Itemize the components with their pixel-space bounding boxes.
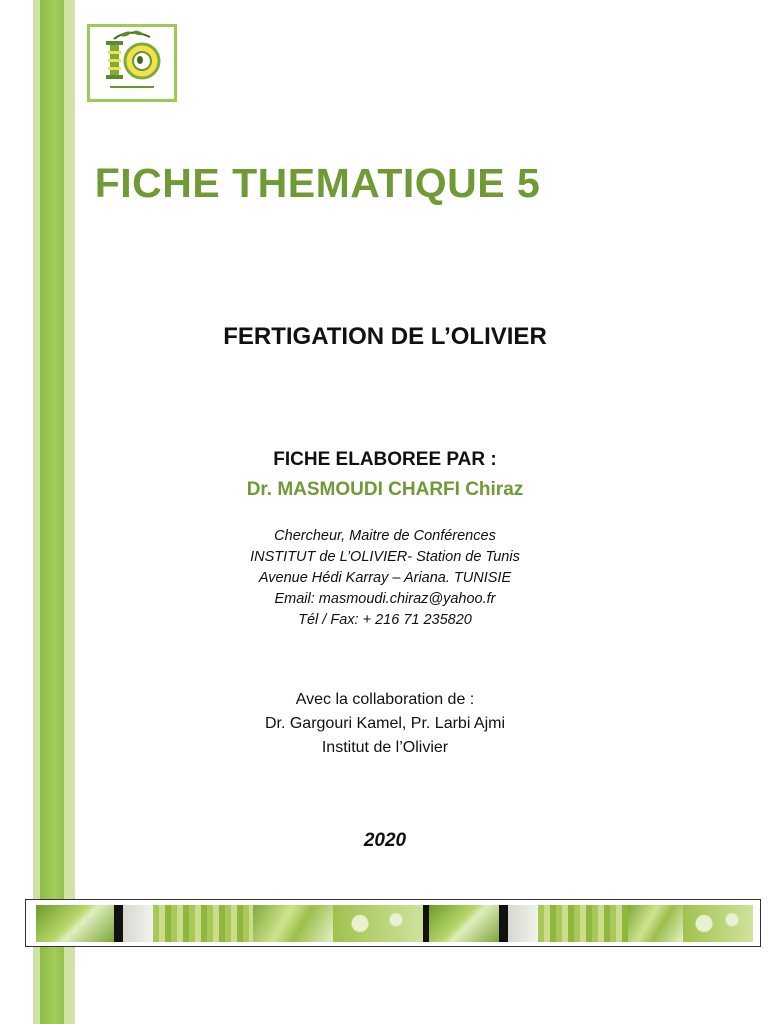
- olive-photo-strip: [628, 905, 683, 942]
- collaborators: Dr. Gargouri Kamel, Pr. Larbi Ajmi: [264, 715, 506, 732]
- document-subtitle: FERTIGATION DE L’OLIVIER: [223, 323, 547, 350]
- author-address: Avenue Hédi Karray – Ariana. TUNISIE: [258, 570, 512, 586]
- collaborators-institute: Institut de l’Olivier: [321, 739, 449, 756]
- collaboration-label: Avec la collaboration de :: [295, 691, 475, 708]
- author-position: Chercheur, Maitre de Conférences: [274, 528, 496, 544]
- olive-photo-strip: [123, 905, 153, 942]
- collaboration-block: [0, 688, 770, 760]
- olive-logo-icon: [90, 27, 174, 99]
- author-email: Email: masmoudi.chiraz@yahoo.fr: [274, 591, 496, 607]
- prepared-by-label: FICHE ELABOREE PAR :: [273, 449, 497, 470]
- olive-photo-strip: [538, 905, 628, 942]
- institute-logo: [87, 24, 177, 102]
- olive-photo-strip: [429, 905, 499, 942]
- photo-divider: [499, 905, 508, 942]
- publication-year: 2020: [363, 830, 407, 851]
- author-institute: INSTITUT de L’OLIVIER- Station de Tunis: [250, 549, 520, 565]
- author-details: [0, 526, 770, 631]
- document-title: FICHE THEMATIQUE 5: [94, 160, 541, 206]
- author-phone: Tél / Fax: + 216 71 235820: [298, 612, 472, 628]
- olive-photo-strip: [253, 905, 333, 942]
- author-name: Dr. MASMOUDI CHARFI Chiraz: [246, 479, 524, 500]
- olive-photo-strip: [508, 905, 538, 942]
- photo-divider: [114, 905, 123, 942]
- photo-banner: [25, 899, 761, 947]
- decorative-side-bar-inner: [40, 0, 64, 1024]
- olive-photo-strip: [153, 905, 253, 942]
- olive-photo-strip: [683, 905, 753, 942]
- olive-photo-strip: [333, 905, 423, 942]
- olive-photo-strip: [36, 905, 114, 942]
